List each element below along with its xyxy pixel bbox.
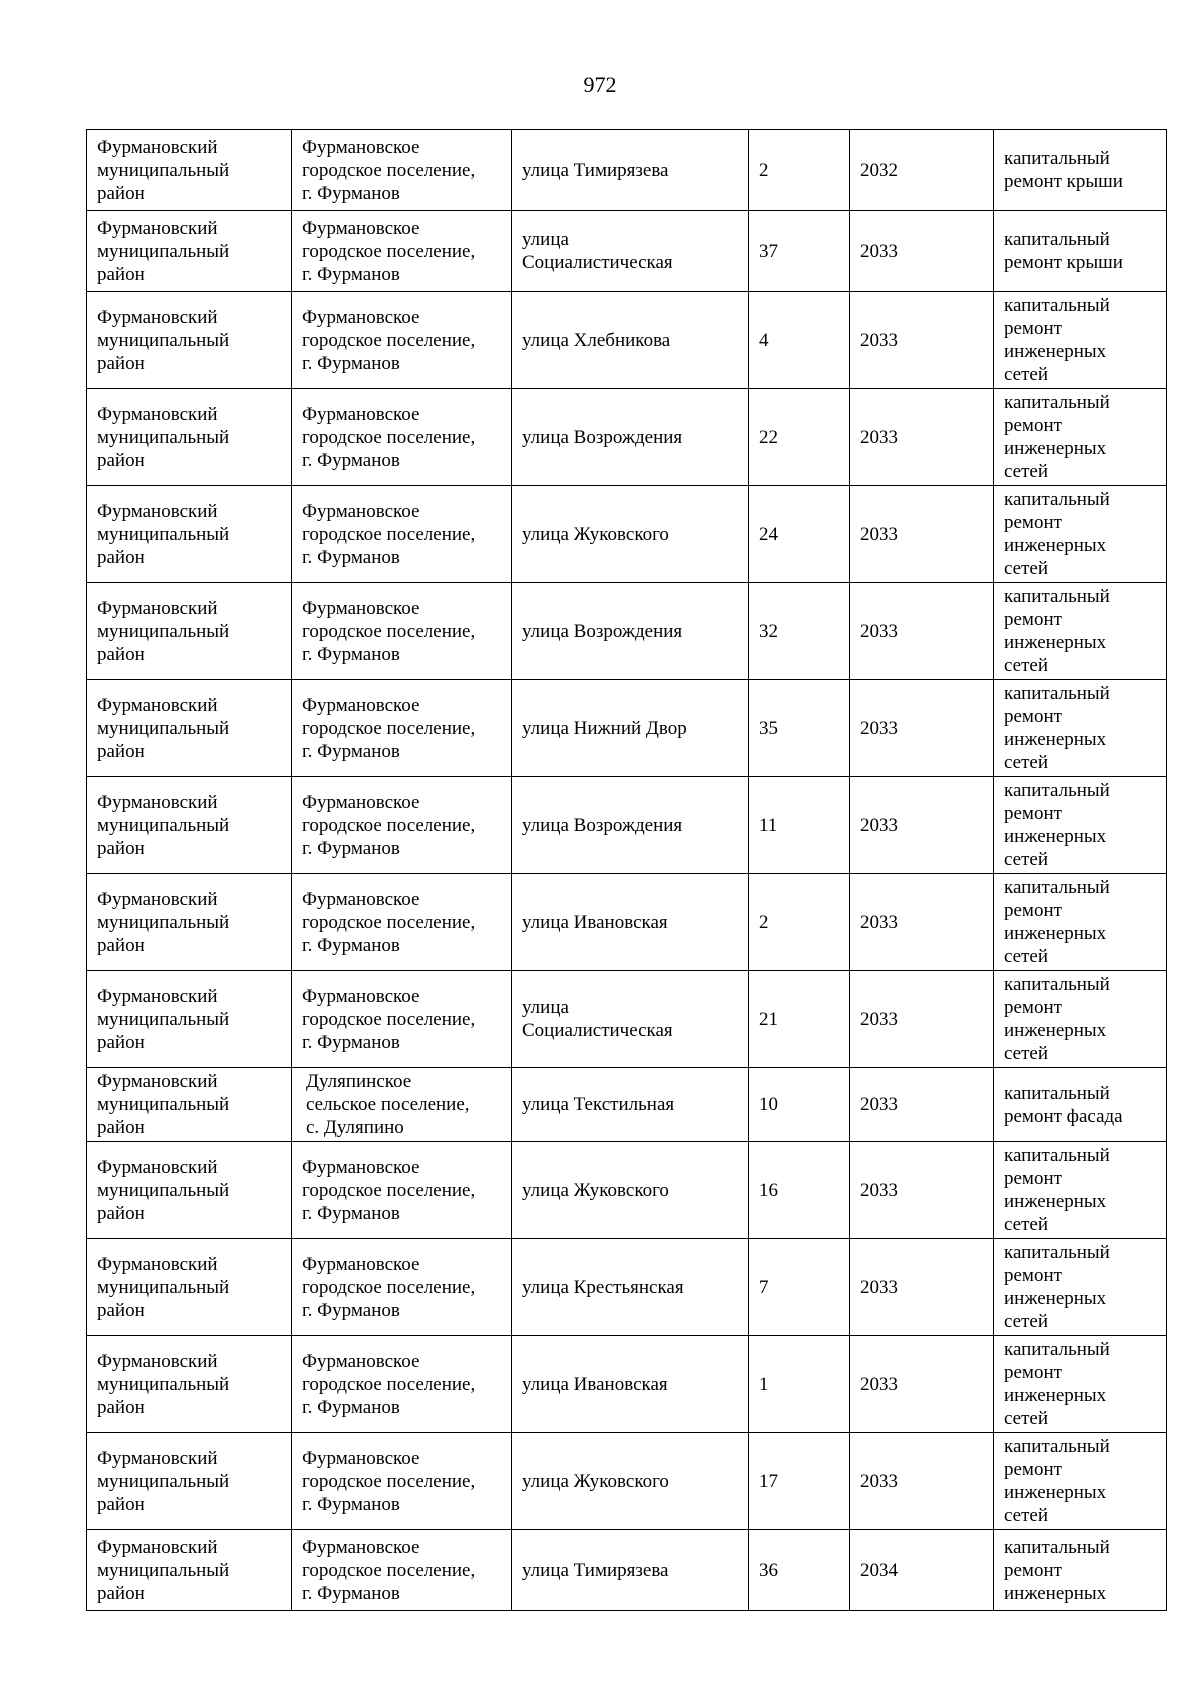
settlement-cell: Фурмановское городское поселение, г. Фурманов <box>292 1336 512 1433</box>
table-row <box>87 1142 1167 1239</box>
street-cell: улица Жуковского <box>512 1142 749 1239</box>
house-number-cell: 24 <box>749 486 850 583</box>
house-number-cell: 16 <box>749 1142 850 1239</box>
year-cell: 2032 <box>850 130 994 211</box>
year-cell: 2033 <box>850 583 994 680</box>
work-type-cell: капитальный ремонт инженерных сетей <box>994 1142 1167 1239</box>
house-number-cell: 36 <box>749 1530 850 1611</box>
house-number-cell: 2 <box>749 874 850 971</box>
house-number-cell: 22 <box>749 389 850 486</box>
street-cell: улица Возрождения <box>512 389 749 486</box>
work-type-cell: капитальный ремонт инженерных <box>994 1530 1167 1611</box>
house-number-cell: 21 <box>749 971 850 1068</box>
table-row <box>87 292 1167 389</box>
page-number: 972 <box>583 72 617 97</box>
settlement-cell: Фурмановское городское поселение, г. Фурманов <box>292 1239 512 1336</box>
house-number-cell: 11 <box>749 777 850 874</box>
work-type-cell: капитальный ремонт инженерных сетей <box>994 971 1167 1068</box>
house-number-cell: 32 <box>749 583 850 680</box>
street-cell: улица Возрождения <box>512 583 749 680</box>
work-type-cell: капитальный ремонт инженерных сетей <box>994 1433 1167 1530</box>
settlement-cell: Фурмановское городское поселение, г. Фурманов <box>292 486 512 583</box>
work-type-cell: капитальный ремонт крыши <box>994 211 1167 292</box>
year-cell: 2033 <box>850 1336 994 1433</box>
year-cell: 2033 <box>850 292 994 389</box>
table-row <box>87 130 1167 211</box>
work-type-cell: капитальный ремонт фасада <box>994 1068 1167 1142</box>
year-cell: 2033 <box>850 1142 994 1239</box>
street-cell: улица Жуковского <box>512 1433 749 1530</box>
table-row <box>87 777 1167 874</box>
house-number-cell: 37 <box>749 211 850 292</box>
house-number-cell: 2 <box>749 130 850 211</box>
house-number-cell: 4 <box>749 292 850 389</box>
street-cell: улица Возрождения <box>512 777 749 874</box>
house-number-cell: 7 <box>749 1239 850 1336</box>
district-cell: Фурмановский муниципальный район <box>87 1433 292 1530</box>
street-cell: улица Хлебникова <box>512 292 749 389</box>
district-cell: Фурмановский муниципальный район <box>87 1142 292 1239</box>
table-row <box>87 874 1167 971</box>
district-cell: Фурмановский муниципальный район <box>87 130 292 211</box>
table-row <box>87 680 1167 777</box>
house-number-cell: 10 <box>749 1068 850 1142</box>
table-row <box>87 971 1167 1068</box>
table-row <box>87 389 1167 486</box>
table-row <box>87 1530 1167 1611</box>
work-type-cell: капитальный ремонт инженерных сетей <box>994 583 1167 680</box>
street-cell: улица Нижний Двор <box>512 680 749 777</box>
table-row <box>87 486 1167 583</box>
table-row <box>87 583 1167 680</box>
work-type-cell: капитальный ремонт крыши <box>994 130 1167 211</box>
year-cell: 2033 <box>850 211 994 292</box>
street-cell: улица Социалистическая <box>512 971 749 1068</box>
district-cell: Фурмановский муниципальный район <box>87 583 292 680</box>
table-row <box>87 1239 1167 1336</box>
street-cell: улица Ивановская <box>512 874 749 971</box>
street-cell: улица Ивановская <box>512 1336 749 1433</box>
year-cell: 2033 <box>850 777 994 874</box>
settlement-cell: Дуляпинское сельское поселение, с. Дуляпино <box>292 1068 512 1142</box>
table-row <box>87 1336 1167 1433</box>
work-type-cell: капитальный ремонт инженерных сетей <box>994 680 1167 777</box>
street-cell: улица Крестьянская <box>512 1239 749 1336</box>
district-cell: Фурмановский муниципальный район <box>87 1336 292 1433</box>
work-type-cell: капитальный ремонт инженерных сетей <box>994 292 1167 389</box>
year-cell: 2033 <box>850 486 994 583</box>
district-cell: Фурмановский муниципальный район <box>87 292 292 389</box>
house-number-cell: 35 <box>749 680 850 777</box>
table-row <box>87 1068 1167 1142</box>
settlement-cell: Фурмановское городское поселение, г. Фурманов <box>292 1530 512 1611</box>
table-row <box>87 1433 1167 1530</box>
settlement-cell: Фурмановское городское поселение, г. Фурманов <box>292 1142 512 1239</box>
district-cell: Фурмановский муниципальный район <box>87 486 292 583</box>
work-type-cell: капитальный ремонт инженерных сетей <box>994 1336 1167 1433</box>
year-cell: 2033 <box>850 389 994 486</box>
district-cell: Фурмановский муниципальный район <box>87 1239 292 1336</box>
district-cell: Фурмановский муниципальный район <box>87 680 292 777</box>
settlement-cell: Фурмановское городское поселение, г. Фурманов <box>292 777 512 874</box>
year-cell: 2033 <box>850 1433 994 1530</box>
year-cell: 2033 <box>850 1239 994 1336</box>
year-cell: 2033 <box>850 971 994 1068</box>
year-cell: 2033 <box>850 1068 994 1142</box>
house-number-cell: 1 <box>749 1336 850 1433</box>
settlement-cell: Фурмановское городское поселение, г. Фурманов <box>292 1433 512 1530</box>
settlement-cell: Фурмановское городское поселение, г. Фурманов <box>292 583 512 680</box>
settlement-cell: Фурмановское городское поселение, г. Фурманов <box>292 874 512 971</box>
district-cell: Фурмановский муниципальный район <box>87 874 292 971</box>
settlement-cell: Фурмановское городское поселение, г. Фурманов <box>292 211 512 292</box>
settlement-cell: Фурмановское городское поселение, г. Фурманов <box>292 971 512 1068</box>
district-cell: Фурмановский муниципальный район <box>87 389 292 486</box>
district-cell: Фурмановский муниципальный район <box>87 971 292 1068</box>
street-cell: улица Тимирязева <box>512 130 749 211</box>
street-cell: улица Социалистическая <box>512 211 749 292</box>
street-cell: улица Тимирязева <box>512 1530 749 1611</box>
house-number-cell: 17 <box>749 1433 850 1530</box>
repair-schedule-table <box>86 129 1167 1611</box>
street-cell: улица Текстильная <box>512 1068 749 1142</box>
district-cell: Фурмановский муниципальный район <box>87 777 292 874</box>
street-cell: улица Жуковского <box>512 486 749 583</box>
year-cell: 2034 <box>850 1530 994 1611</box>
work-type-cell: капитальный ремонт инженерных сетей <box>994 874 1167 971</box>
work-type-cell: капитальный ремонт инженерных сетей <box>994 777 1167 874</box>
district-cell: Фурмановский муниципальный район <box>87 1068 292 1142</box>
year-cell: 2033 <box>850 680 994 777</box>
table-body <box>87 130 1167 1611</box>
district-cell: Фурмановский муниципальный район <box>87 1530 292 1611</box>
settlement-cell: Фурмановское городское поселение, г. Фурманов <box>292 680 512 777</box>
settlement-cell: Фурмановское городское поселение, г. Фурманов <box>292 292 512 389</box>
district-cell: Фурмановский муниципальный район <box>87 211 292 292</box>
table-row <box>87 211 1167 292</box>
settlement-cell: Фурмановское городское поселение, г. Фурманов <box>292 389 512 486</box>
work-type-cell: капитальный ремонт инженерных сетей <box>994 1239 1167 1336</box>
work-type-cell: капитальный ремонт инженерных сетей <box>994 486 1167 583</box>
settlement-cell: Фурмановское городское поселение, г. Фурманов <box>292 130 512 211</box>
work-type-cell: капитальный ремонт инженерных сетей <box>994 389 1167 486</box>
year-cell: 2033 <box>850 874 994 971</box>
